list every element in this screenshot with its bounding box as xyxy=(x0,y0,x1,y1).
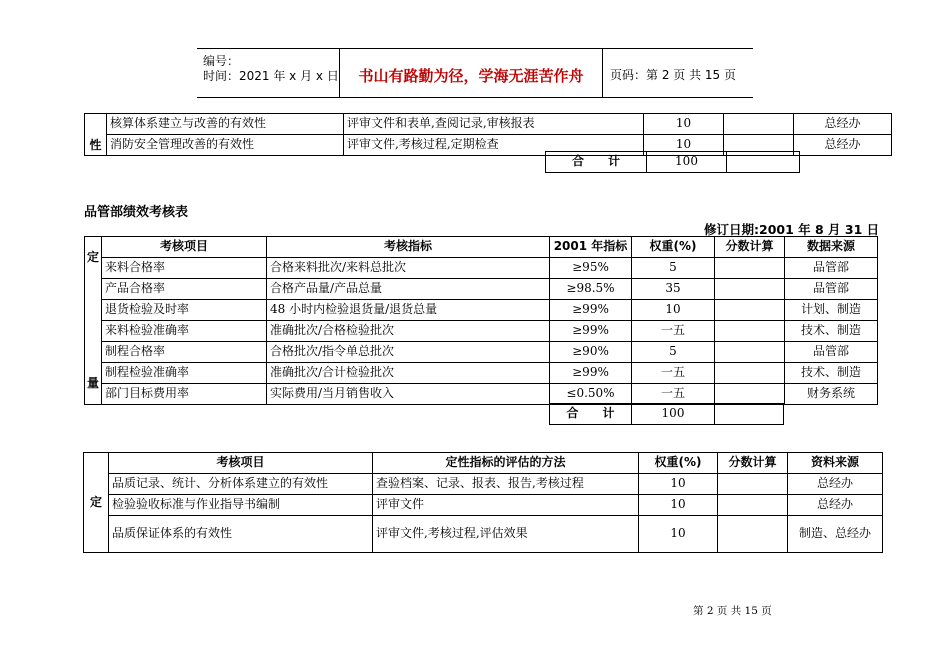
header-page-indicator: 页码：第 2 页 共 15 页 xyxy=(610,68,736,82)
item-cell: 品质保证体系的有效性 xyxy=(109,516,373,553)
column-header: 考核项目 xyxy=(109,453,373,474)
revision-date: 修订日期:2001 年 8 月 31 日 xyxy=(704,222,880,237)
item-cell: 来料检验准确率 xyxy=(102,321,267,342)
source-cell: 技术、制造 xyxy=(785,321,878,342)
side-label-bottom: 量 xyxy=(86,376,99,390)
source-cell: 总经办 xyxy=(788,474,883,495)
qualitative-table xyxy=(83,452,883,553)
item-cell: 部门目标费用率 xyxy=(102,384,267,405)
item-cell: 核算体系建立与改善的有效性 xyxy=(107,114,344,135)
weight-cell: 10 xyxy=(639,516,718,553)
table-row xyxy=(85,363,878,384)
side-label xyxy=(85,237,102,405)
total-score-cell xyxy=(715,404,784,425)
weight-cell: 一五 xyxy=(632,363,715,384)
column-header: 资料来源 xyxy=(788,453,883,474)
item-cell: 品质记录、统计、分析体系建立的有效性 xyxy=(109,474,373,495)
indicator-cell: 合格来料批次/来料总批次 xyxy=(267,258,550,279)
column-header: 定性指标的评估的方法 xyxy=(373,453,639,474)
score-cell xyxy=(718,495,788,516)
score-cell xyxy=(718,474,788,495)
top-total-row xyxy=(545,151,800,173)
item-cell: 产品合格率 xyxy=(102,279,267,300)
side-label: 性 xyxy=(85,114,107,156)
source-cell: 总经办 xyxy=(788,495,883,516)
column-header: 权重(%) xyxy=(632,237,715,258)
table-row xyxy=(85,342,878,363)
total-label: 合 计 xyxy=(550,404,632,425)
score-cell xyxy=(715,321,785,342)
weight-cell: 10 xyxy=(644,114,724,135)
score-cell xyxy=(715,258,785,279)
header-divider-right xyxy=(602,49,603,97)
weight-cell: 一五 xyxy=(632,321,715,342)
total-value: 100 xyxy=(647,152,727,173)
total-score-cell xyxy=(727,152,800,173)
indicator-cell: 48 小时内检验退货量/退货总量 xyxy=(267,300,550,321)
weight-cell: 一五 xyxy=(632,384,715,405)
table-row xyxy=(85,300,878,321)
weight-cell: 5 xyxy=(632,258,715,279)
column-header: 考核指标 xyxy=(267,237,550,258)
target-cell: ≥90% xyxy=(550,342,632,363)
score-cell xyxy=(718,516,788,553)
score-cell xyxy=(715,384,785,405)
target-cell: ≥95% xyxy=(550,258,632,279)
section-title: 品管部绩效考核表 xyxy=(84,205,189,220)
column-header: 权重(%) xyxy=(639,453,718,474)
score-cell xyxy=(715,279,785,300)
indicator-cell: 合格产品量/产品总量 xyxy=(267,279,550,300)
score-cell xyxy=(715,300,785,321)
source-cell: 总经办 xyxy=(794,135,892,156)
target-cell: ≥98.5% xyxy=(550,279,632,300)
target-cell: ≤0.50% xyxy=(550,384,632,405)
indicator-cell: 准确批次/合格检验批次 xyxy=(267,321,550,342)
column-header: 数据来源 xyxy=(785,237,878,258)
quantitative-table xyxy=(84,236,878,405)
weight-cell: 10 xyxy=(639,474,718,495)
source-cell: 总经办 xyxy=(794,114,892,135)
method-cell: 评审文件,考核过程,评估效果 xyxy=(373,516,639,553)
source-cell: 品管部 xyxy=(785,342,878,363)
document-number-label: 编号： xyxy=(203,54,240,68)
table-row xyxy=(85,321,878,342)
table-row xyxy=(84,516,883,553)
quantitative-total-row xyxy=(549,403,784,425)
header-motto: 书山有路勤为径，学海无涯苦作舟 xyxy=(358,67,584,85)
method-cell: 评审文件和表单,查阅记录,审核报表 xyxy=(344,114,644,135)
table-row xyxy=(84,474,883,495)
table-row xyxy=(85,279,878,300)
item-cell: 制程检验准确率 xyxy=(102,363,267,384)
weight-cell: 10 xyxy=(632,300,715,321)
target-cell: ≥99% xyxy=(550,321,632,342)
score-cell xyxy=(715,342,785,363)
item-cell: 检验验收标准与作业指导书编制 xyxy=(109,495,373,516)
total-label: 合 计 xyxy=(546,152,647,173)
weight-cell: 35 xyxy=(632,279,715,300)
weight-cell: 10 xyxy=(644,135,724,156)
total-value: 100 xyxy=(632,404,715,425)
page-header xyxy=(197,48,753,98)
source-cell: 制造、总经办 xyxy=(788,516,883,553)
side-label: 定 xyxy=(84,453,109,553)
source-cell: 品管部 xyxy=(785,258,878,279)
column-header: 考核项目 xyxy=(102,237,267,258)
source-cell: 技术、制造 xyxy=(785,363,878,384)
source-cell: 财务系统 xyxy=(785,384,878,405)
table-row xyxy=(84,495,883,516)
item-cell: 消防安全管理改善的有效性 xyxy=(107,135,344,156)
method-cell: 查验档案、记录、报表、报告,考核过程 xyxy=(373,474,639,495)
item-cell: 退货检验及时率 xyxy=(102,300,267,321)
header-divider-left xyxy=(339,49,340,97)
document-date-label: 时间：2021 年 x 月 x 日 xyxy=(203,69,339,83)
item-cell: 制程合格率 xyxy=(102,342,267,363)
column-header: 分数计算 xyxy=(718,453,788,474)
top-qualitative-table xyxy=(84,113,892,156)
table-row xyxy=(85,258,878,279)
column-header: 分数计算 xyxy=(715,237,785,258)
target-cell: ≥99% xyxy=(550,300,632,321)
score-cell xyxy=(715,363,785,384)
indicator-cell: 准确批次/合计检验批次 xyxy=(267,363,550,384)
weight-cell: 5 xyxy=(632,342,715,363)
header-row xyxy=(85,237,878,258)
target-cell: ≥99% xyxy=(550,363,632,384)
column-header: 2001 年指标 xyxy=(550,237,632,258)
method-cell: 评审文件,考核过程,定期检查 xyxy=(344,135,644,156)
indicator-cell: 合格批次/指令单总批次 xyxy=(267,342,550,363)
page-footer: 第 2 页 共 15 页 xyxy=(693,605,772,617)
source-cell: 品管部 xyxy=(785,279,878,300)
weight-cell: 10 xyxy=(639,495,718,516)
method-cell: 评审文件 xyxy=(373,495,639,516)
source-cell: 计划、制造 xyxy=(785,300,878,321)
table-row xyxy=(85,114,892,135)
item-cell: 来料合格率 xyxy=(102,258,267,279)
score-cell xyxy=(724,114,794,135)
header-row xyxy=(84,453,883,474)
side-label-top: 定 xyxy=(86,250,99,264)
table-row xyxy=(85,384,878,405)
indicator-cell: 实际费用/当月销售收入 xyxy=(267,384,550,405)
